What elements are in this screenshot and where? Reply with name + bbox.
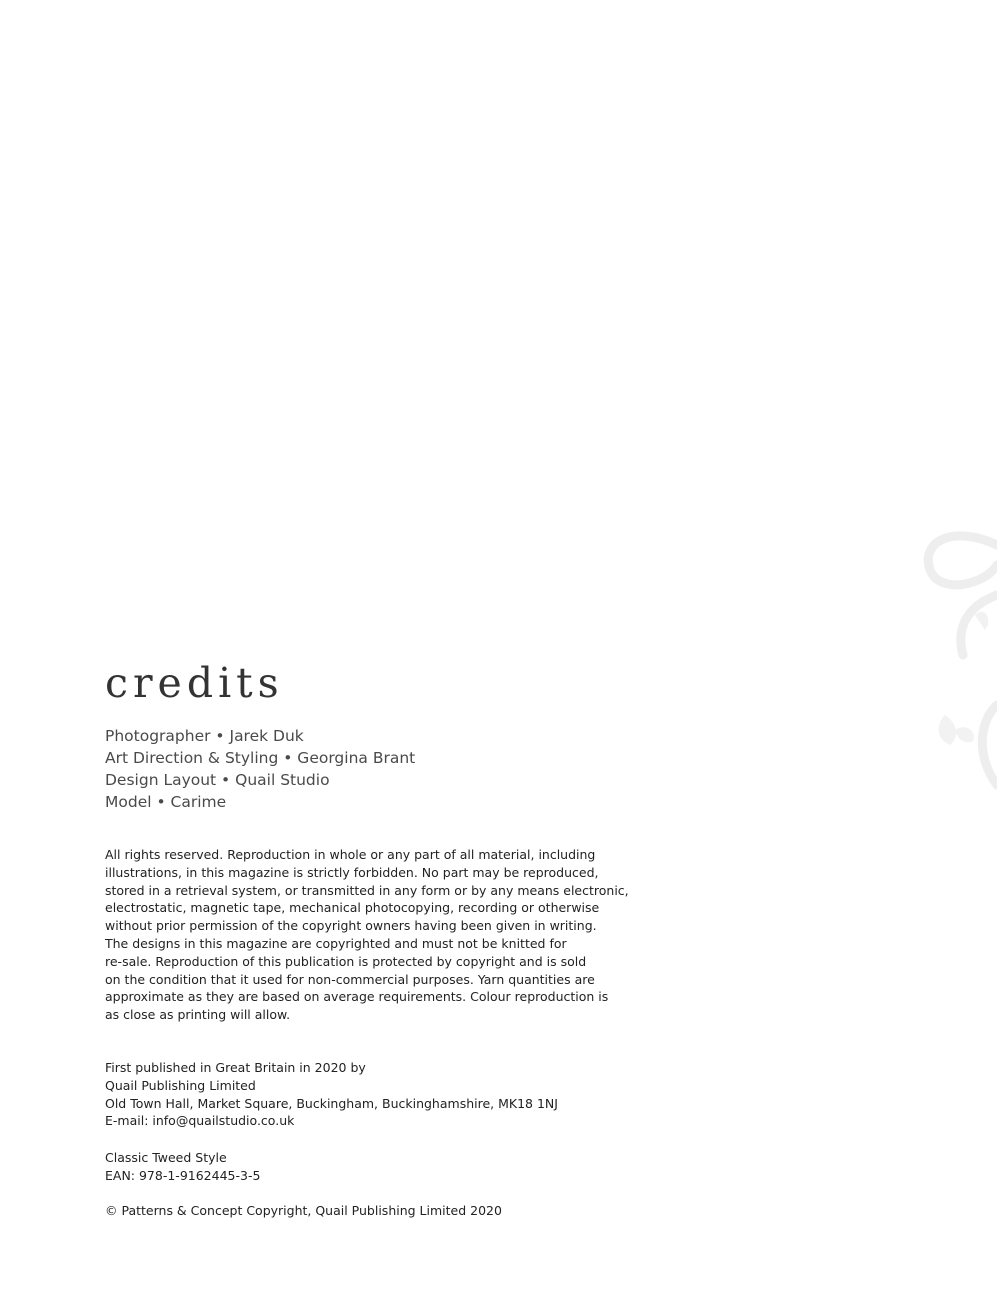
rights-line: re-sale. Reproduction of this publication is protected by copyright and is sold	[105, 953, 587, 969]
publisher-name: Quail Publishing Limited	[105, 1077, 256, 1093]
rights-line: illustrations, in this magazine is strictly forbidden. No part may be reproduced,	[105, 864, 599, 880]
rights-line: electrostatic, magnetic tape, mechanical photocopying, recording or otherwise	[105, 900, 600, 916]
rights-notice	[105, 846, 665, 1024]
copyright-notice: © Patterns & Concept Copyright, Quail Publishing Limited 2020	[105, 1203, 502, 1218]
credit-design-layout: Design Layout • Quail Studio	[105, 771, 330, 789]
credit-model: Model • Carime	[105, 793, 227, 811]
book-info	[105, 1149, 665, 1185]
floral-watermark-icon	[915, 525, 997, 795]
rights-line: on the condition that it used for non-commercial purposes. Yarn quantities are	[105, 971, 595, 987]
publisher-info	[105, 1059, 665, 1130]
credits-list	[105, 725, 665, 813]
page-title: credits	[105, 659, 284, 707]
rights-line: stored in a retrieval system, or transmitted in any form or by any means electronic,	[105, 882, 629, 898]
credit-photographer: Photographer • Jarek Duk	[105, 727, 304, 745]
publisher-address: Old Town Hall, Market Square, Buckingham, Buckinghamshire, MK18 1NJ	[105, 1095, 558, 1111]
rights-line: approximate as they are based on average requirements. Colour reproduction is	[105, 989, 609, 1005]
book-ean: EAN: 978-1-9162445-3-5	[105, 1167, 261, 1183]
rights-line: All rights reserved. Reproduction in whole or any part of all material, including	[105, 847, 596, 862]
rights-line: without prior permission of the copyright owners having been given in writing.	[105, 918, 597, 934]
book-title: Classic Tweed Style	[105, 1150, 227, 1165]
rights-line: as close as printing will allow.	[105, 1007, 291, 1023]
publisher-email: E-mail: info@quailstudio.co.uk	[105, 1113, 295, 1129]
rights-line: The designs in this magazine are copyrighted and must not be knitted for	[105, 935, 567, 951]
first-published-line: First published in Great Britain in 2020 by	[105, 1060, 366, 1075]
credit-art-direction: Art Direction & Styling • Georgina Brant	[105, 749, 416, 767]
